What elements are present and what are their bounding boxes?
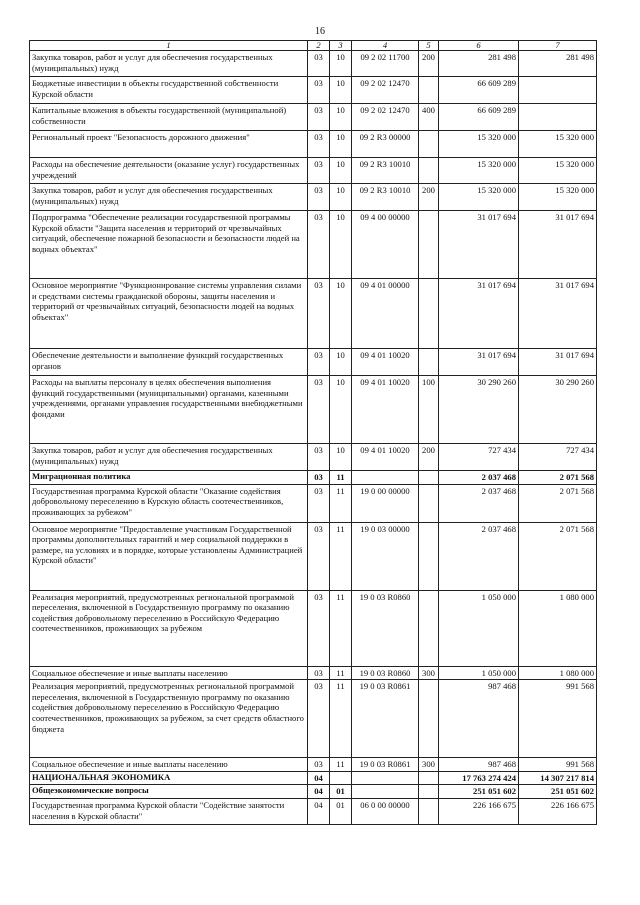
row-name-cell: Закупка товаров, работ и услуг для обеспечения государственных (муниципальных) нужд (30, 51, 308, 77)
row-subsection-cell: 10 (330, 51, 352, 77)
row-name-cell: Бюджетные инвестиции в объекты государственной собственности Курской области (30, 77, 308, 104)
row-section-cell: 03 (308, 349, 330, 376)
row-expense-type-cell (419, 522, 439, 590)
page-number: 16 (315, 26, 325, 37)
row-expense-type-cell: 200 (419, 444, 439, 471)
row-target-article-cell: 09 4 01 10020 (352, 376, 419, 444)
row-section-cell: 04 (308, 798, 330, 824)
row-amount-year2-cell: 991 568 (519, 758, 597, 772)
column-header: 4 (352, 41, 419, 51)
row-expense-type-cell (419, 349, 439, 376)
row-target-article-cell: 09 2 R3 10010 (352, 184, 419, 211)
row-section-cell: 03 (308, 131, 330, 158)
row-amount-year1-cell: 31 017 694 (439, 349, 519, 376)
column-header: 5 (419, 41, 439, 51)
row-amount-year1-cell: 17 763 274 424 (439, 771, 519, 785)
row-expense-type-cell (419, 771, 439, 785)
table-row (30, 590, 597, 666)
row-amount-year1-cell: 251 051 602 (439, 785, 519, 799)
row-expense-type-cell (419, 785, 439, 799)
row-section-cell: 03 (308, 471, 330, 485)
table-row (30, 77, 597, 104)
row-target-article-cell: 09 4 01 10020 (352, 444, 419, 471)
row-name-cell: Государственная программа Курской области "Содействие занятости населения в Курской области" (30, 798, 308, 824)
table-row (30, 131, 597, 158)
row-expense-type-cell (419, 680, 439, 758)
row-name-cell: Общеэкономические вопросы (30, 785, 308, 799)
table-row (30, 758, 597, 772)
table-row (30, 471, 597, 485)
row-subsection-cell: 01 (330, 798, 352, 824)
row-expense-type-cell: 200 (419, 184, 439, 211)
row-name-cell: Региональный проект "Безопасность дорожного движения" (30, 131, 308, 158)
row-subsection-cell: 11 (330, 758, 352, 772)
row-subsection-cell (330, 771, 352, 785)
row-subsection-cell: 10 (330, 376, 352, 444)
row-amount-year2-cell: 1 080 000 (519, 666, 597, 680)
row-expense-type-cell (419, 484, 439, 522)
row-amount-year2-cell: 251 051 602 (519, 785, 597, 799)
row-subsection-cell: 10 (330, 444, 352, 471)
row-subsection-cell: 11 (330, 590, 352, 666)
row-section-cell: 03 (308, 444, 330, 471)
row-target-article-cell: 09 4 01 10020 (352, 349, 419, 376)
row-name-cell: Закупка товаров, работ и услуг для обеспечения государственных (муниципальных) нужд (30, 444, 308, 471)
row-section-cell: 03 (308, 590, 330, 666)
table-body (30, 51, 597, 825)
row-section-cell: 03 (308, 184, 330, 211)
budget-table (29, 40, 597, 825)
row-expense-type-cell (419, 279, 439, 349)
row-amount-year1-cell: 15 320 000 (439, 184, 519, 211)
row-subsection-cell: 10 (330, 77, 352, 104)
row-section-cell: 03 (308, 680, 330, 758)
row-name-cell: Обеспечение деятельности и выполнение функций государственных органов (30, 349, 308, 376)
table-row (30, 211, 597, 279)
row-amount-year1-cell: 2 037 468 (439, 522, 519, 590)
row-amount-year1-cell: 15 320 000 (439, 158, 519, 184)
row-section-cell: 03 (308, 158, 330, 184)
row-subsection-cell: 10 (330, 349, 352, 376)
row-amount-year2-cell: 31 017 694 (519, 279, 597, 349)
table-row (30, 771, 597, 785)
row-expense-type-cell (419, 77, 439, 104)
row-amount-year2-cell: 1 080 000 (519, 590, 597, 666)
table-row (30, 785, 597, 799)
table-row (30, 184, 597, 211)
row-amount-year2-cell: 727 434 (519, 444, 597, 471)
table-row (30, 349, 597, 376)
row-amount-year1-cell: 987 468 (439, 680, 519, 758)
row-target-article-cell: 09 2 02 12470 (352, 104, 419, 131)
row-name-cell: Социальное обеспечение и иные выплаты населению (30, 758, 308, 772)
row-amount-year2-cell: 15 320 000 (519, 158, 597, 184)
table-row (30, 666, 597, 680)
table-row (30, 798, 597, 824)
row-amount-year1-cell: 31 017 694 (439, 211, 519, 279)
row-name-cell: Государственная программа Курской области "Оказание содействия добровольному переселению в Курскую область соотечественников, проживающих за рубежом" (30, 484, 308, 522)
table-row (30, 444, 597, 471)
column-header: 2 (308, 41, 330, 51)
row-amount-year2-cell: 2 071 568 (519, 484, 597, 522)
column-header: 3 (330, 41, 352, 51)
row-target-article-cell: 19 0 03 00000 (352, 522, 419, 590)
row-target-article-cell: 19 0 03 R0861 (352, 680, 419, 758)
column-number-header (30, 41, 597, 51)
row-name-cell: Подпрограмма "Обеспечение реализации государственной программы Курской области "Защита населения и территорий от чрезвычайных ситуаций, обеспечение пожарной безопасности и безопасности людей на водных объектах" (30, 211, 308, 279)
row-amount-year1-cell: 2 037 468 (439, 484, 519, 522)
row-amount-year2-cell: 31 017 694 (519, 211, 597, 279)
column-header: 7 (519, 41, 597, 51)
row-amount-year1-cell: 987 468 (439, 758, 519, 772)
row-section-cell: 03 (308, 51, 330, 77)
table-row (30, 484, 597, 522)
row-amount-year1-cell: 1 050 000 (439, 590, 519, 666)
row-name-cell: Основное мероприятие "Функционирование системы управления силами и средствами системы гражданской обороны, защиты населения и территорий от чрезвычайных ситуаций, безопасности людей на водных объектах" (30, 279, 308, 349)
row-target-article-cell: 09 2 R3 00000 (352, 131, 419, 158)
row-expense-type-cell (419, 590, 439, 666)
row-section-cell: 03 (308, 211, 330, 279)
row-target-article-cell: 09 2 02 11700 (352, 51, 419, 77)
row-amount-year1-cell: 66 609 289 (439, 77, 519, 104)
table-row (30, 522, 597, 590)
row-target-article-cell (352, 471, 419, 485)
row-name-cell: Расходы на выплаты персоналу в целях обеспечения выполнения функций государственными (муниципальными) органами, казенными учреждениями, органами управления государственными внебюджетными фондами (30, 376, 308, 444)
row-subsection-cell: 10 (330, 104, 352, 131)
row-amount-year1-cell: 30 290 260 (439, 376, 519, 444)
row-name-cell: Закупка товаров, работ и услуг для обеспечения государственных (муниципальных) нужд (30, 184, 308, 211)
row-amount-year2-cell: 14 307 217 814 (519, 771, 597, 785)
row-target-article-cell: 19 0 00 00000 (352, 484, 419, 522)
row-name-cell: Расходы на обеспечение деятельности (оказание услуг) государственных учреждений (30, 158, 308, 184)
row-target-article-cell: 09 2 02 12470 (352, 77, 419, 104)
row-amount-year2-cell: 2 071 568 (519, 471, 597, 485)
row-amount-year1-cell: 281 498 (439, 51, 519, 77)
row-subsection-cell: 10 (330, 279, 352, 349)
table-row (30, 158, 597, 184)
column-header: 6 (439, 41, 519, 51)
row-section-cell: 03 (308, 666, 330, 680)
row-expense-type-cell: 200 (419, 51, 439, 77)
table-row (30, 51, 597, 77)
row-target-article-cell: 09 2 R3 10010 (352, 158, 419, 184)
row-section-cell: 03 (308, 104, 330, 131)
row-name-cell: НАЦИОНАЛЬНАЯ ЭКОНОМИКА (30, 771, 308, 785)
row-amount-year1-cell: 66 609 289 (439, 104, 519, 131)
row-amount-year2-cell: 31 017 694 (519, 349, 597, 376)
row-amount-year2-cell: 226 166 675 (519, 798, 597, 824)
row-amount-year1-cell: 727 434 (439, 444, 519, 471)
row-amount-year2-cell (519, 104, 597, 131)
row-section-cell: 03 (308, 77, 330, 104)
column-header: 1 (30, 41, 308, 51)
row-subsection-cell: 11 (330, 666, 352, 680)
row-subsection-cell: 10 (330, 158, 352, 184)
row-section-cell: 03 (308, 279, 330, 349)
row-target-article-cell: 09 4 00 00000 (352, 211, 419, 279)
row-amount-year2-cell (519, 77, 597, 104)
row-expense-type-cell (419, 131, 439, 158)
row-expense-type-cell (419, 158, 439, 184)
row-amount-year1-cell: 1 050 000 (439, 666, 519, 680)
row-target-article-cell: 06 0 00 00000 (352, 798, 419, 824)
row-subsection-cell: 11 (330, 484, 352, 522)
row-amount-year2-cell: 15 320 000 (519, 131, 597, 158)
row-name-cell: Реализация мероприятий, предусмотренных региональной программой переселения, включенной в Государственную программу по оказанию содействия добровольному переселению в Российскую Федерацию соотечественников, проживающих за рубежом, за счет средств областного бюджета (30, 680, 308, 758)
row-expense-type-cell (419, 798, 439, 824)
row-amount-year2-cell: 15 320 000 (519, 184, 597, 211)
row-target-article-cell (352, 785, 419, 799)
row-expense-type-cell: 400 (419, 104, 439, 131)
row-amount-year2-cell: 281 498 (519, 51, 597, 77)
row-section-cell: 03 (308, 484, 330, 522)
row-subsection-cell: 01 (330, 785, 352, 799)
row-name-cell: Миграционная политика (30, 471, 308, 485)
row-expense-type-cell: 300 (419, 758, 439, 772)
row-amount-year1-cell: 31 017 694 (439, 279, 519, 349)
row-expense-type-cell: 300 (419, 666, 439, 680)
row-subsection-cell: 10 (330, 211, 352, 279)
table-row (30, 376, 597, 444)
row-section-cell: 03 (308, 376, 330, 444)
row-expense-type-cell (419, 471, 439, 485)
row-amount-year1-cell: 226 166 675 (439, 798, 519, 824)
row-name-cell: Капитальные вложения в объекты государственной (муниципальной) собственности (30, 104, 308, 131)
table-row (30, 680, 597, 758)
row-amount-year1-cell: 15 320 000 (439, 131, 519, 158)
row-subsection-cell: 11 (330, 680, 352, 758)
row-target-article-cell: 19 0 03 R0860 (352, 666, 419, 680)
row-subsection-cell: 11 (330, 471, 352, 485)
row-subsection-cell: 10 (330, 184, 352, 211)
row-section-cell: 04 (308, 771, 330, 785)
table-row (30, 279, 597, 349)
row-section-cell: 04 (308, 785, 330, 799)
row-section-cell: 03 (308, 522, 330, 590)
row-target-article-cell: 09 4 01 00000 (352, 279, 419, 349)
row-amount-year1-cell: 2 037 468 (439, 471, 519, 485)
row-amount-year2-cell: 991 568 (519, 680, 597, 758)
row-section-cell: 03 (308, 758, 330, 772)
row-amount-year2-cell: 2 071 568 (519, 522, 597, 590)
row-subsection-cell: 11 (330, 522, 352, 590)
row-target-article-cell: 19 0 03 R0860 (352, 590, 419, 666)
row-subsection-cell: 10 (330, 131, 352, 158)
row-name-cell: Реализация мероприятий, предусмотренных региональной программой переселения, включенной в Государственную программу по оказанию содействия добровольному переселению в Российскую Федерацию соотечественников, проживающих за рубежом (30, 590, 308, 666)
row-amount-year2-cell: 30 290 260 (519, 376, 597, 444)
row-name-cell: Социальное обеспечение и иные выплаты населению (30, 666, 308, 680)
row-name-cell: Основное мероприятие "Предоставление участникам Государственной программы дополнительных гарантий и мер социальной поддержки в размере, на условиях и в порядке, которые установлены Администрацией Курской области" (30, 522, 308, 590)
row-expense-type-cell (419, 211, 439, 279)
row-target-article-cell (352, 771, 419, 785)
row-expense-type-cell: 100 (419, 376, 439, 444)
table-row (30, 104, 597, 131)
row-target-article-cell: 19 0 03 R0861 (352, 758, 419, 772)
